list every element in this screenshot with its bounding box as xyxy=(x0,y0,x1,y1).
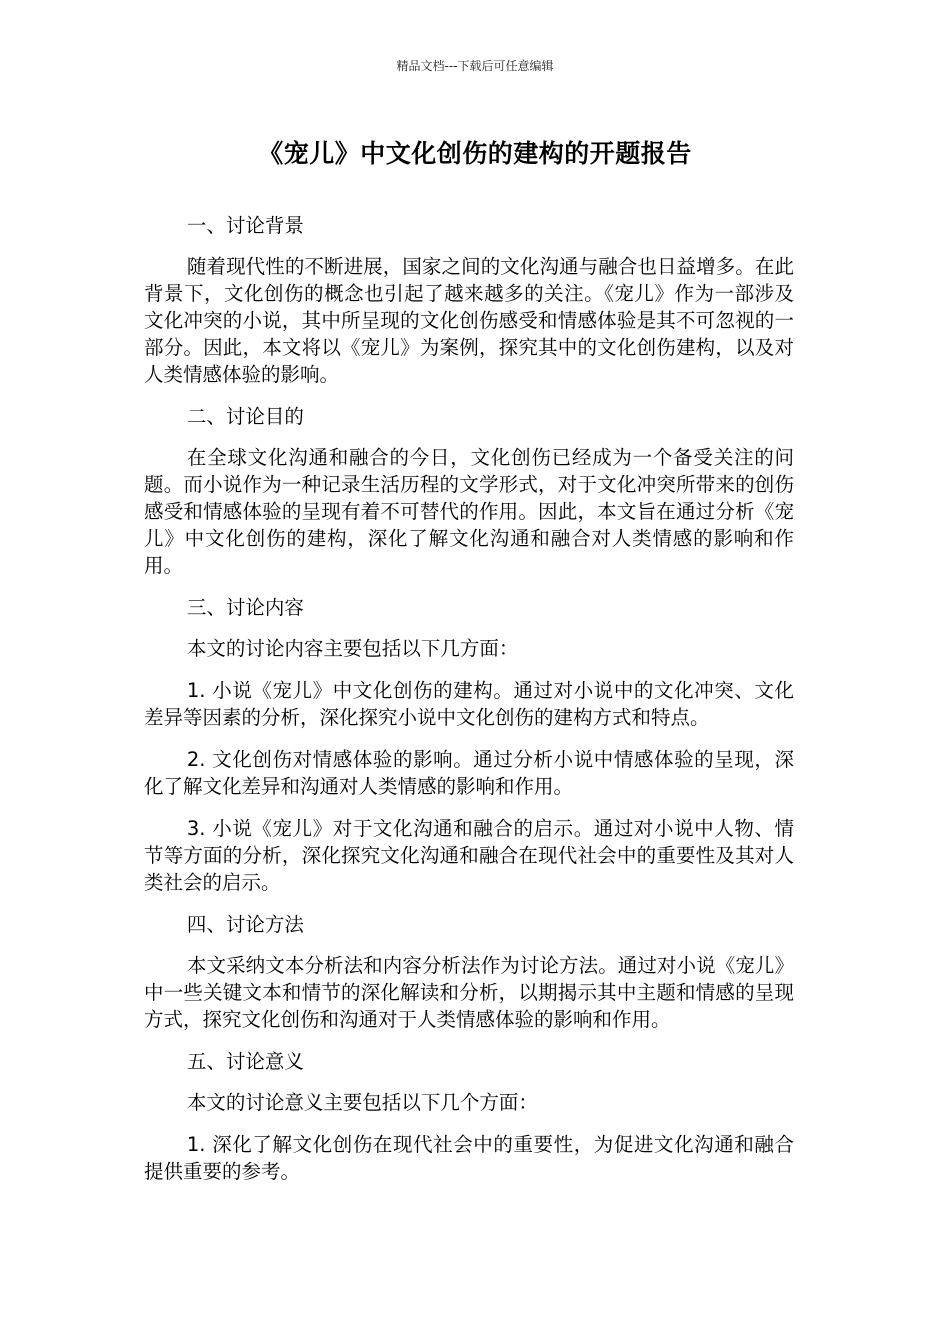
list-item-content-1: 1. 小说《宠儿》中文化创伤的建构。通过对小说中的文化冲突、文化差异等因素的分析，深化探究小说中文化创伤的建构方式和特点。 xyxy=(144,679,794,729)
section-heading-content: 三、讨论内容 xyxy=(186,596,304,619)
paragraph-purpose: 在全球文化沟通和融合的今日，文化创伤已经成为一个备受关注的问题。而小说作为一种记录生活历程的文学形式，对于文化冲突所带来的创伤感受和情感体验的呈现有着不可替代的作用。因此，本文旨在通过分析《宠儿》中文化创伤的建构，深化了解文化沟通和融合对人类情感的影响和作用。 xyxy=(144,446,794,577)
section-heading-significance: 五、讨论意义 xyxy=(186,1050,304,1073)
page-header: 精品文档---下载后可任意编辑 xyxy=(396,59,554,73)
document-title: 《宠儿》中文化创伤的建构的开题报告 xyxy=(258,139,692,168)
paragraph-method: 本文采纳文本分析法和内容分析法作为讨论方法。通过对小说《宠儿》中一些关键文本和情节的深化解读和分析，以期揭示其中主题和情感的呈现方式，探究文化创伤和沟通对于人类情感体验的影响和作用。 xyxy=(144,954,794,1031)
list-item-significance-1: 1. 深化了解文化创伤在现代社会中的重要性，为促进文化沟通和融合提供重要的参考。 xyxy=(144,1133,794,1183)
section-heading-purpose: 二、讨论目的 xyxy=(186,405,304,428)
paragraph-significance-intro: 本文的讨论意义主要包括以下几个方面： xyxy=(186,1091,538,1114)
paragraph-background: 随着现代性的不断进展，国家之间的文化沟通与融合也日益增多。在此背景下，文化创伤的概念也引起了越来越多的关注。《宠儿》作为一部涉及文化冲突的小说，其中所呈现的文化创伤感受和情感体验是其不可忽视的一部分。因此，本文将以《宠儿》为案例，探究其中的文化创伤建构，以及对人类情感体验的影响。 xyxy=(144,255,794,386)
document-body xyxy=(144,212,794,1200)
section-heading-method: 四、讨论方法 xyxy=(186,913,304,936)
section-heading-background: 一、讨论背景 xyxy=(186,214,304,237)
list-item-content-3: 3. 小说《宠儿》对于文化沟通和融合的启示。通过对小说中人物、情节等方面的分析，深化探究文化沟通和融合在现代社会中的重要性及其对人类社会的启示。 xyxy=(144,817,794,894)
list-item-content-2: 2. 文化创伤对情感体验的影响。通过分析小说中情感体验的呈现，深化了解文化差异和沟通对人类情感的影响和作用。 xyxy=(144,748,794,798)
paragraph-content-intro: 本文的讨论内容主要包括以下几方面： xyxy=(186,637,519,660)
